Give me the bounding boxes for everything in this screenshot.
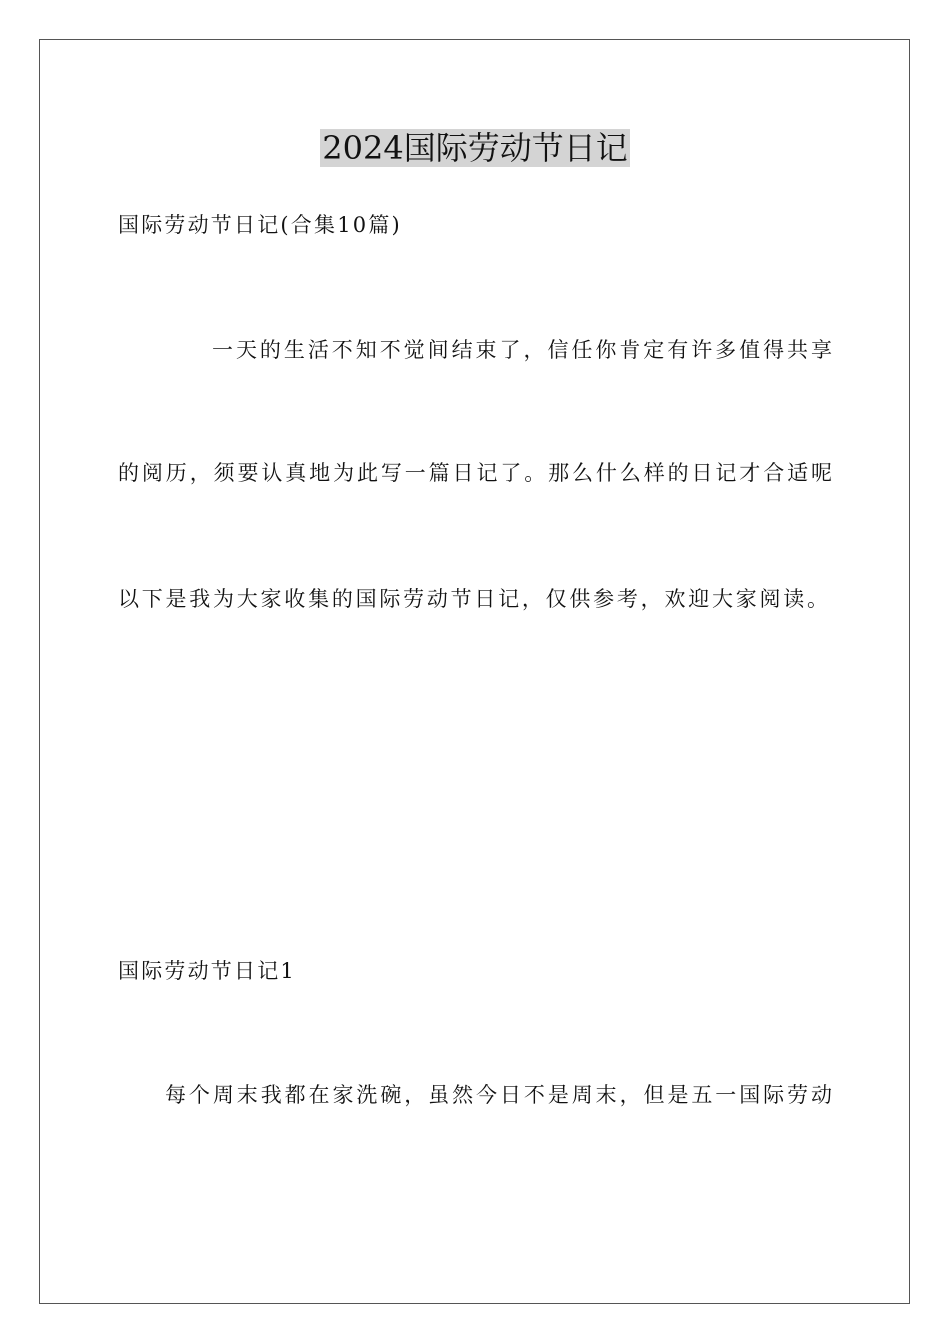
document-title-text: 2024国际劳动节日记 (322, 129, 628, 167)
document-subtitle: 国际劳动节日记(合集10篇) (118, 213, 402, 237)
intro-line-2: 的阅历，须要认真地为此写一篇日记了。那么什么样的日记才合适呢 (118, 461, 832, 485)
section-heading: 国际劳动节日记1 (118, 959, 296, 983)
intro-line-3: 以下是我为大家收集的国际劳动节日记，仅供参考，欢迎大家阅读。 (118, 587, 828, 611)
intro-line-1: 一天的生活不知不觉间结束了，信任你肯定有许多值得共享 (212, 338, 832, 362)
document-title (0, 126, 950, 170)
section-paragraph-line-1: 每个周末我都在家洗碗，虽然今日不是周末，但是五一国际劳动 (165, 1083, 832, 1107)
